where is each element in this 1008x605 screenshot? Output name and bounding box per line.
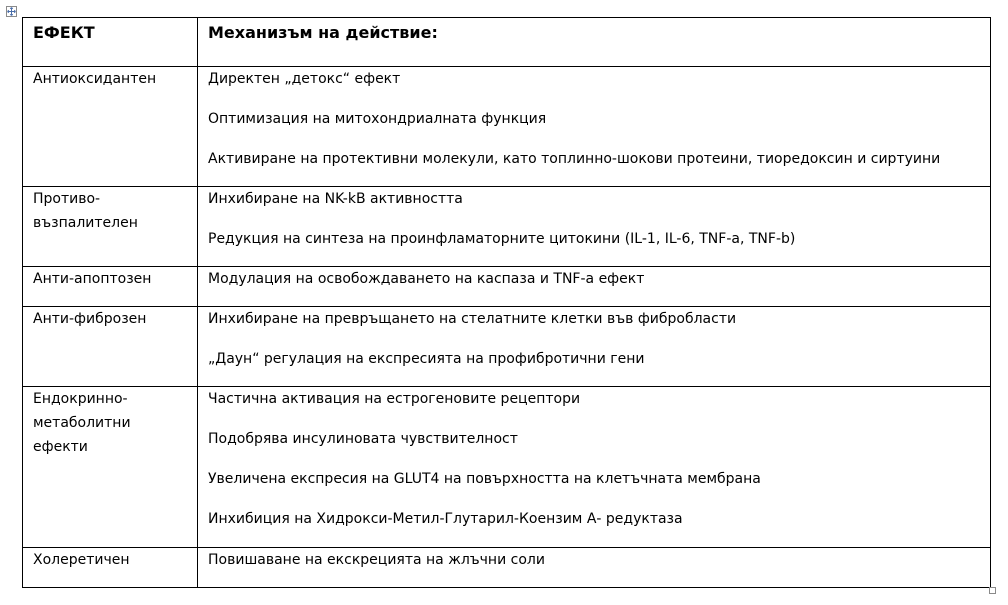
effect-cell — [23, 187, 198, 267]
effect-label: метаболитни — [33, 415, 131, 431]
mechanism-item: Инхибиране на NK-kB активността — [208, 191, 463, 207]
effect-label: Анти-апоптозен — [33, 271, 152, 287]
mechanism-item: Редукция на синтеза на проинфламаторните цитокини (IL-1, IL-6, TNF-a, TNF-b) — [208, 231, 796, 247]
mechanism-item: Инхибиране на превръщането на стелатните клетки във фибробласти — [208, 311, 737, 327]
mechanism-cell — [198, 548, 991, 588]
mechanism-item: Подобрява инсулиновата чувствителност — [208, 431, 518, 447]
effects-table — [22, 17, 991, 588]
effect-label: Противо- — [33, 191, 101, 207]
header-effect-label: ЕФЕКТ — [33, 23, 95, 42]
mechanism-item: Оптимизация на митохондриалната функция — [208, 111, 547, 127]
effect-label: възпалителен — [33, 215, 138, 231]
mechanism-cell — [198, 267, 991, 307]
effect-label: Антиоксидантен — [33, 71, 157, 87]
mechanism-item: Активиране на протективни молекули, като топлинно-шокови протеини, тиоредоксин и сиртуини — [208, 151, 941, 167]
mechanism-item: Директен „детокс“ ефект — [208, 71, 401, 87]
header-mechanism-cell — [198, 18, 991, 67]
table-row — [23, 67, 991, 187]
mechanism-item: Увеличена експресия на GLUT4 на повърхността на клетъчната мембрана — [208, 471, 761, 487]
mechanism-cell — [198, 387, 991, 548]
table-row — [23, 387, 991, 548]
effect-cell — [23, 387, 198, 548]
effect-label: ефекти — [33, 439, 88, 455]
mechanism-item: Инхибиция на Хидрокси-Метил-Глутарил-Коензим А- редуктаза — [208, 511, 683, 527]
mechanism-item: Частична активация на естрогеновите рецептори — [208, 391, 581, 407]
mechanism-cell — [198, 187, 991, 267]
effect-cell — [23, 267, 198, 307]
mechanism-cell — [198, 307, 991, 387]
effect-label: Анти-фиброзен — [33, 311, 147, 327]
mechanism-cell — [198, 67, 991, 187]
table-move-handle-icon[interactable] — [6, 6, 17, 17]
table-row — [23, 548, 991, 588]
effect-cell — [23, 548, 198, 588]
effect-label: Ендокринно- — [33, 391, 128, 407]
effect-cell — [23, 307, 198, 387]
table-header-row — [23, 18, 991, 67]
table-row — [23, 187, 991, 267]
effect-label: Холеретичен — [33, 552, 130, 568]
header-mechanism-label: Механизъм на действие: — [208, 23, 438, 42]
header-effect-cell — [23, 18, 198, 67]
four-arrows-icon — [7, 7, 16, 16]
table-row — [23, 267, 991, 307]
mechanism-item: „Даун“ регулация на експресията на профибротични гени — [208, 351, 645, 367]
mechanism-item: Модулация на освобождаването на каспаза и TNF-а ефект — [208, 271, 645, 287]
mechanism-item: Повишаване на екскрецията на жлъчни соли — [208, 552, 545, 568]
effect-cell — [23, 67, 198, 187]
table-row — [23, 307, 991, 387]
table-resize-handle[interactable] — [989, 587, 996, 594]
